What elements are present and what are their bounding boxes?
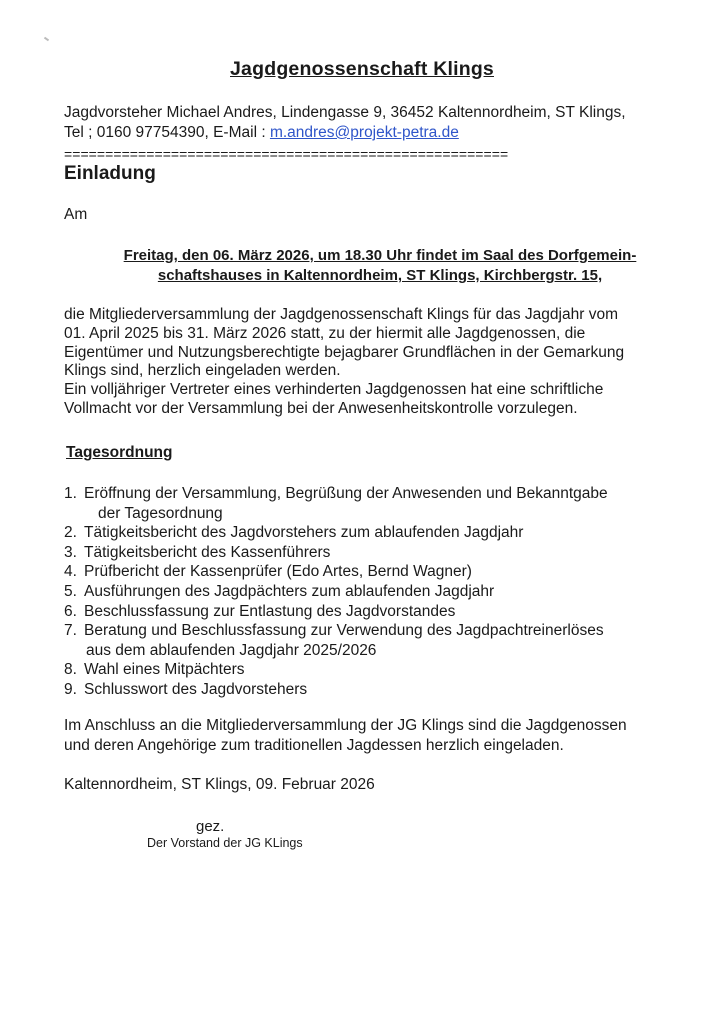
agenda-item (64, 602, 704, 622)
separator-line: ====================================================== (64, 146, 509, 162)
body-line: die Mitgliederversammlung der Jagdgenossenschaft Klings für das Jagdjahr vom (64, 306, 618, 323)
agenda-item-number: 8. (64, 661, 77, 679)
agenda-item (64, 680, 704, 700)
agenda-item (64, 484, 704, 523)
closing-line: und deren Angehörige zum traditionellen Jagdessen herzlich eingeladen. (64, 737, 564, 754)
agenda-item (64, 523, 704, 543)
agenda-item-number: 5. (64, 582, 77, 600)
agenda-item-number: 7. (64, 622, 77, 640)
email-link[interactable]: m.andres@projekt-petra.de (269, 124, 459, 141)
event-line-1: Freitag, den 06. März 2026, um 18.30 Uhr findet im Saal des Dorfgemein- (123, 247, 637, 264)
agenda-item-number: 3. (64, 543, 77, 561)
body-line: Vollmacht vor der Versammlung bei der Anwesenheitskontrolle vorzulegen. (64, 399, 578, 417)
place-and-date: Kaltennordheim, ST Klings, 09. Februar 2026 (64, 776, 375, 793)
event-line-2: schaftshauses in Kaltennordheim, ST Klings, Kirchbergstr. 15, (157, 267, 603, 284)
document-title: Jagdgenossenschaft Klings (230, 58, 494, 80)
agenda-item-number: 6. (64, 602, 77, 620)
agenda-item (64, 582, 704, 602)
agenda-heading: Tagesordnung (66, 444, 173, 461)
sender-address-line: Jagdvorsteher Michael Andres, Lindengasse 9, 36452 Kaltennordheim, ST Klings, (64, 104, 626, 121)
agenda-item-text: Prüfbericht der Kassenprüfer (Edo Artes, Bernd Wagner) (84, 563, 472, 581)
agenda-item-number: 1. (64, 485, 77, 502)
body-line: Eigentümer und Nutzungsberechtigte bejagbarer Grundflächen in der Gemarkung (64, 343, 625, 361)
agenda-item-number: 2. (64, 524, 77, 542)
agenda-item (64, 621, 704, 660)
body-line: Ein volljähriger Vertreter eines verhinderten Jagdgenossen hat eine schriftliche (64, 381, 604, 399)
agenda-item-text: der Tagesordnung (98, 504, 223, 522)
body-line: 01. April 2025 bis 31. März 2026 statt, zu der hiermit alle Jagdgenossen, die (64, 324, 586, 342)
agenda-item-number: 4. (64, 563, 77, 581)
scan-speck (44, 37, 49, 42)
agenda-item-text: Ausführungen des Jagdpächters zum ablaufenden Jagdjahr (84, 582, 495, 600)
agenda-item-text: Schlusswort des Jagdvorstehers (84, 680, 308, 698)
agenda-item-text: Wahl eines Mitpächters (84, 661, 245, 679)
agenda-item (64, 543, 704, 563)
am-text: Am (64, 206, 88, 223)
agenda-item-text: Tätigkeitsbericht des Kassenführers (84, 543, 331, 561)
sender-contact-line (64, 124, 459, 142)
closing-paragraph (64, 716, 704, 756)
agenda-item-text: Tätigkeitsbericht des Jagdvorstehers zum ablaufenden Jagdjahr (84, 524, 524, 542)
phone-label: Tel ; 0160 97754390, E-Mail : (64, 124, 270, 141)
agenda-item-text: Eröffnung der Versammlung, Begrüßung der Anwesenden und Bekanntgabe (84, 485, 608, 502)
agenda-item-text: aus dem ablaufenden Jagdjahr 2025/2026 (86, 641, 377, 659)
agenda-item (64, 562, 704, 582)
invitation-body (64, 306, 704, 419)
closing-line: Im Anschluss an die Mitgliederversammlung der JG Klings sind die Jagdgenossen (64, 717, 627, 734)
agenda-list (64, 484, 704, 700)
invitation-heading: Einladung (64, 163, 156, 184)
agenda-item-text: Beschlussfassung zur Entlastung des Jagdvorstandes (84, 602, 456, 620)
agenda-item-text: Beratung und Beschlussfassung zur Verwendung des Jagdpachtreinerlöses (84, 622, 604, 640)
signature-board: Der Vorstand der JG KLings (147, 836, 303, 850)
body-line: Klings sind, herzlich eingeladen werden. (64, 362, 341, 380)
agenda-item-number: 9. (64, 680, 77, 698)
signature-gez: gez. (196, 818, 225, 835)
event-announcement (64, 246, 696, 286)
agenda-item (64, 660, 704, 680)
